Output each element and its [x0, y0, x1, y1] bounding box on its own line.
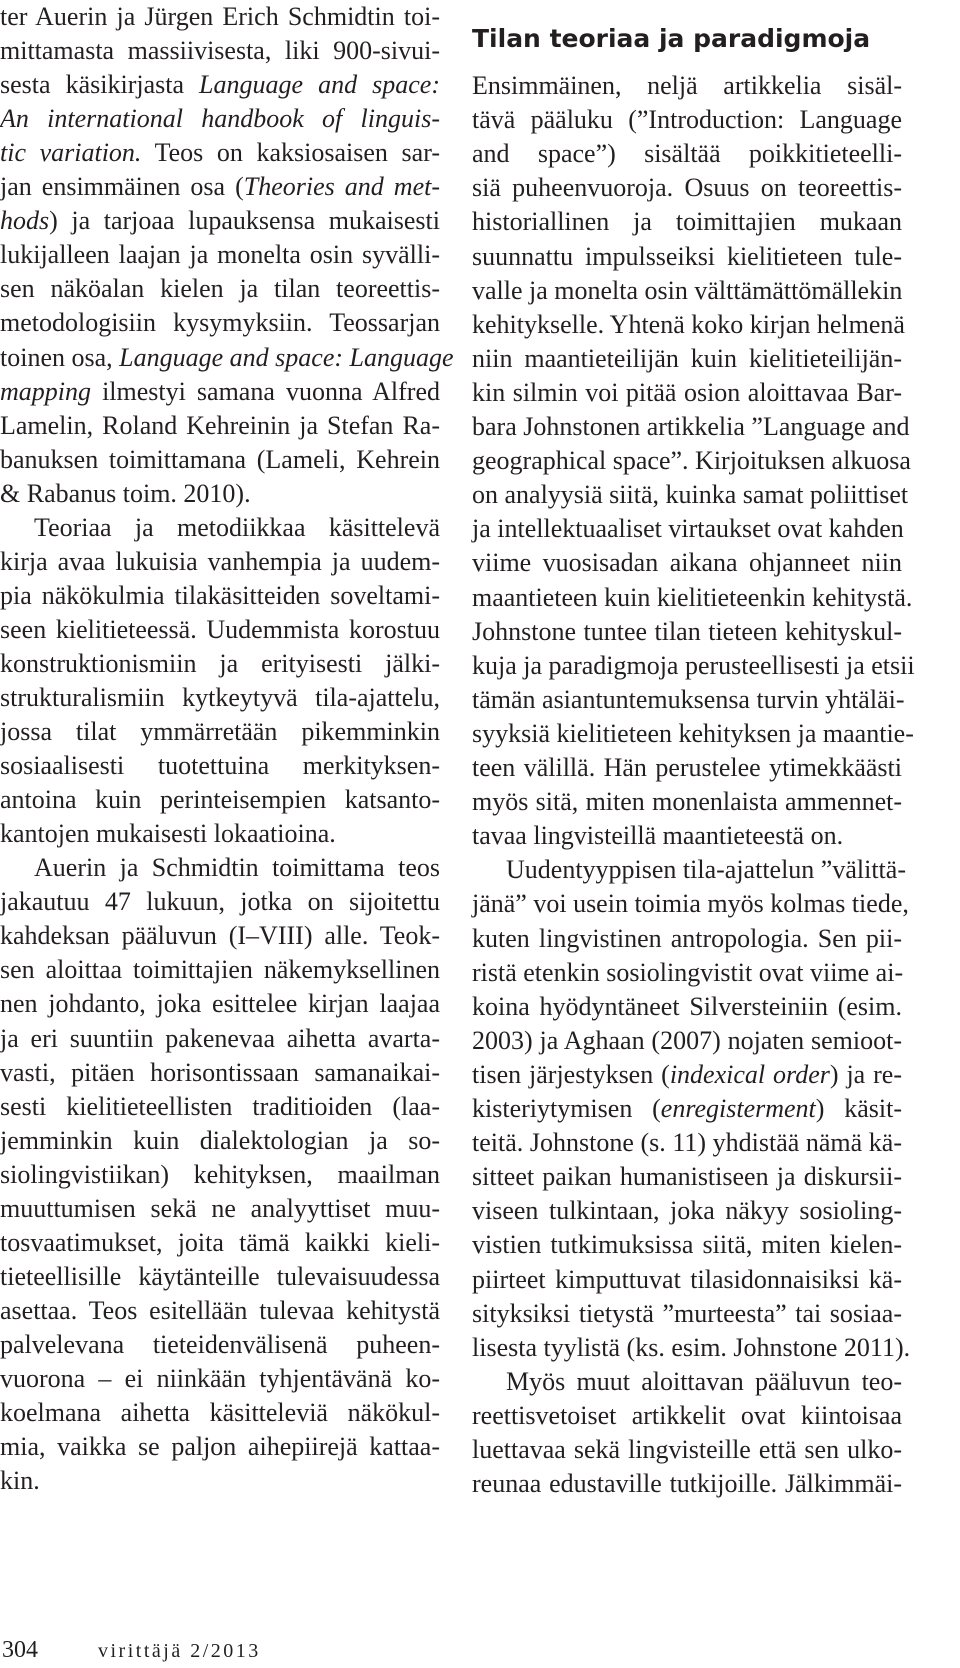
right_column-line: siä puheenvuoroja. Osuus on teoreettis- — [472, 173, 902, 203]
right_column-line: historiallinen ja toimittajien mukaan — [472, 207, 902, 237]
right_column-line: kuten lingvistinen antropologia. Sen pii- — [472, 923, 902, 953]
left_column-line: siolingvistiikan) kehityksen, maailman — [0, 1159, 440, 1189]
left_column-line: palvelevana tieteidenvälisenä puheen- — [0, 1329, 440, 1359]
left_column-line: tieteellisille käytänteille tulevaisuudessa — [0, 1261, 440, 1291]
right_column-line: myös sitä, miten monenlaista ammennet- — [472, 787, 902, 817]
page-number: 304 — [2, 1637, 38, 1663]
right_column-line: tisen järjestyksen (indexical order) ja re- — [472, 1059, 903, 1089]
left_column-line: sesta käsikirjasta Language and space: — [0, 70, 440, 100]
left_column-line: muuttumisen sekä ne analyyttiset muu- — [0, 1193, 440, 1223]
left_column-line: jakautuu 47 lukuun, jotka on sijoitettu — [0, 887, 440, 917]
journal-issue: virittäjä 2/2013 — [98, 1640, 261, 1662]
left_column-line: kantojen mukaisesti lokaatioina. — [0, 819, 336, 849]
left_column-line: toinen osa, Language and space: Language — [0, 342, 454, 372]
left_column-line: jossa tilat ymmärretään pikemminkin — [0, 717, 440, 747]
left_column-line: vasti, pitäen horisontissaan samanaikai- — [0, 1057, 440, 1087]
left_column-line: mia, vaikka se paljon aihepiirejä kattaa- — [0, 1432, 440, 1462]
right_column-line: tävä pääluku (”Introduction: Language — [472, 105, 902, 135]
left_column-line: kahdeksan pääluvun (I–VIII) alle. Teok- — [0, 921, 440, 951]
right_column-line: tämän asiantuntemuksensa turvin yhtäläi- — [472, 684, 905, 714]
left_column-line: ja eri suuntiin pakenevaa aihetta avarta- — [0, 1023, 440, 1053]
left_column-line: strukturalismiin kytkeytyvä tila-ajattelu, — [0, 683, 440, 712]
right_column-line: luettavaa sekä lingvisteille että sen ulko- — [472, 1435, 902, 1464]
right_column-line: Uudentyyppisen tila-ajattelun ”välittä- — [506, 855, 906, 885]
left_column-line: tic variation. Teos on kaksiosaisen sar- — [0, 138, 440, 168]
right_column-line: syyksiä kielitieteen kehityksen ja maantie- — [472, 718, 914, 748]
right_column-line: Ensimmäinen, neljä artikkelia sisäl- — [472, 71, 902, 100]
left_column-line: pia näkökulmia tilakäsitteiden soveltami- — [0, 580, 440, 610]
right_column-line: kin silmin voi pitää osion aloittavaa Bar- — [472, 377, 902, 407]
left_column-line: ter Auerin ja Jürgen Erich Schmidtin toi- — [0, 2, 440, 31]
left_column-line: Auerin ja Schmidtin toimittama teos — [34, 853, 440, 883]
right_column-line: Myös muut aloittavan pääluvun teo- — [506, 1366, 902, 1396]
left_column-line: banuksen toimittamana (Lameli, Kehrein — [0, 444, 440, 474]
right_column-line: jänä” voi usein toimia myös kolmas tiede, — [472, 889, 909, 919]
left_column-line: sen näköalan kielen ja tilan teoreettis- — [0, 274, 440, 304]
right_column-line: and space”) sisältää poikkitieteelli- — [472, 139, 902, 169]
section-heading: Tilan teoriaa ja paradigmoja — [472, 23, 871, 53]
left_column-line: sosiaalisesti tuotettuina merkityksen- — [0, 751, 440, 781]
left_column-line: kirja avaa lukuisia vanhempia ja uudem- — [0, 546, 440, 576]
right_column-line: kisteriytymisen (enregisterment) käsit- — [472, 1094, 902, 1123]
left_column-line: mittamasta massiivisesta, liki 900-sivui- — [0, 36, 440, 66]
left_column-line: sen aloittaa toimittajien näkemyksellinen — [0, 955, 440, 985]
right_column-line: teen välillä. Hän perustelee ytimekkäästi — [472, 753, 902, 782]
right_column-line: suunnattu impulsseiksi kielitieteen tule- — [472, 241, 902, 271]
left_column-line: jemminkin kuin dialektologian ja so- — [0, 1125, 440, 1155]
left_column-line: seen kielitieteessä. Uudemmista korostuu — [0, 614, 440, 644]
right_column-line: 2003) ja Aghaan (2007) nojaten semioot- — [472, 1025, 902, 1055]
right_column-line: geographical space”. Kirjoituksen alkuosa — [472, 446, 911, 476]
left_column-line: konstruktionismiin ja erityisesti jälki- — [0, 648, 440, 678]
left_column-line: metodologisiin kysymyksiin. Teossarjan — [0, 308, 440, 338]
left_column-line: hods) ja tarjoaa lupauksensa mukaisesti — [0, 206, 440, 236]
right_column-line: ja intellektuaaliset virtaukset ovat kahden — [472, 514, 904, 544]
right_column-line: niin maantieteilijän kuin kielitieteilijän- — [472, 343, 902, 373]
right_column-line: on analyysiä siitä, kuinka samat poliittiset — [472, 480, 909, 510]
right_column-line: kuja ja paradigmoja perusteellisesti ja etsii — [472, 650, 915, 680]
right_column-line: vistien tutkimuksissa siitä, miten kielen- — [472, 1230, 902, 1260]
left_column-line: asettaa. Teos esitellään tulevaa kehitystä — [0, 1295, 440, 1325]
left_column-line: & Rabanus toim. 2010). — [0, 478, 251, 508]
left_column-line: jan ensimmäinen osa (Theories and met- — [0, 172, 440, 202]
right_column-line: viime vuosisadan aikana ohjanneet niin — [472, 548, 902, 578]
right_column-line: reettisvetoiset artikkelit ovat kiintoisaa — [472, 1400, 902, 1430]
left_column-line: tosvaatimukset, joita tämä kaikki kieli- — [0, 1227, 440, 1257]
right_column-line: valle ja monelta osin välttämättömällekin — [472, 275, 903, 305]
right_column-line: lisesta tyylistä (ks. esim. Johnstone 2011). — [472, 1332, 911, 1362]
right_column-line: Johnstone tuntee tilan tieteen kehityskul- — [472, 616, 902, 646]
right_column-line: sitteet paikan humanistiseen ja diskursii- — [472, 1162, 902, 1192]
left_column-line: Lamelin, Roland Kehreinin ja Stefan Ra- — [0, 410, 440, 440]
left_column-line: lukijalleen laajan ja monelta osin syvälli- — [0, 240, 440, 270]
left_column-line: An international handbook of linguis- — [0, 104, 440, 134]
right_column-line: koina hyödyntäneet Silversteiniin (esim. — [472, 991, 902, 1021]
left_column-line: kin. — [0, 1466, 40, 1496]
right_column-line: reunaa edustaville tutkijoille. Jälkimmäi- — [472, 1469, 902, 1499]
right_column-line: ristä etenkin sosiolingvistit ovat viime ai- — [472, 957, 904, 987]
left_column-line: Teoriaa ja metodiikkaa käsittelevä — [34, 512, 440, 542]
right_column-line: bara Johnstonen artikkelia ”Language and — [472, 412, 910, 441]
right_column-line: tavaa lingvisteillä maantieteestä on. — [472, 821, 844, 851]
right_column-line: kehitykselle. Yhtenä koko kirjan helmenä — [472, 309, 905, 339]
left_column-line: antoina kuin perinteisempien katsanto- — [0, 785, 440, 815]
right_column-line: maantieteen kuin kielitieteenkin kehitystä. — [472, 582, 913, 612]
left_column-line: mapping ilmestyi samana vuonna Alfred — [0, 376, 440, 406]
right_column-line: piirteet kimputtuvat tilasidonnaisiksi kä- — [472, 1264, 902, 1294]
right_column-line: sityksiksi tietystä ”murteesta” tai sosiaa- — [472, 1298, 902, 1328]
left_column-line: nen johdanto, joka esittelee kirjan laajaa — [0, 989, 440, 1019]
left_column-line: koelmana aihetta käsitteleviä näkökul- — [0, 1398, 440, 1428]
left_column-line: sesti kielitieteellisten traditioiden (laa- — [0, 1091, 440, 1121]
right_column-line: teitä. Johnstone (s. 11) yhdistää nämä kä- — [472, 1128, 902, 1158]
left_column-line: vuorona – ei niinkään tyhjentävänä ko- — [0, 1364, 440, 1393]
right_column-line: viseen tulkintaan, joka näkyy sosioling- — [472, 1196, 902, 1226]
